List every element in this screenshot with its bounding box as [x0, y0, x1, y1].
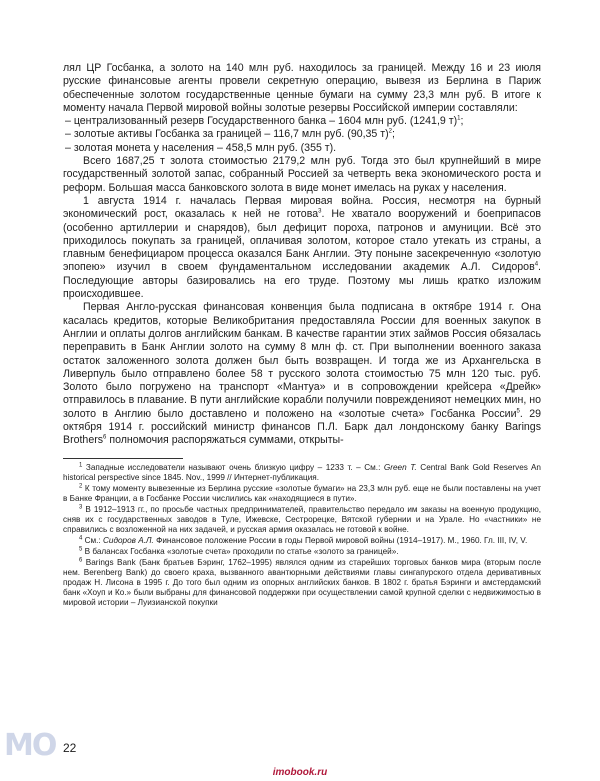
site-link[interactable]: imobook.ru — [272, 767, 328, 778]
paragraph: 1 августа 1914 г. началась Первая мировая война. Россия, несмотря на бурный экономический рост, оказалась к ней не готова$^3$. Не хватало вооружений и боеприпасов (особенно артиллерии и снарядов), был дефицит пороха, патронов и амуниции. Всё это приходилось покупать за границей, оплачивая золотом, которое стало утекать из страны, а главным бенефициаром процесса оказался Банк Англии. Эту поныне засекреченную «золотую эпопею» изучил в своем фундаментальном исследовании академик А.Л. Сидоров$^4$. Последующие авторы базировались на его труде. Поэтому мы лишь кратко изложим происходившее. — [63, 194, 541, 301]
list-item: – золотая монета у населения – 458,5 млн руб. (355 т). — [65, 141, 337, 154]
publisher-logo: MO — [4, 728, 56, 763]
main-text — [63, 62, 541, 448]
footnote: $^4$ См.: Сидоров А.Л. Финансовое положение России в годы Первой мировой войны (1914–1917). М., 1960. Гл. III, IV, V. — [79, 534, 528, 545]
footnote: $^1$ Западные исследователи называют очень близкую цифру – 1233 т. – См.: Green T. Central Bank Gold Reserves An historical perspective since 1845. Nov., 1999 // Интернет-публикация. — [63, 461, 541, 482]
footnote: $^6$ Barings Bank (Банк братьев Бэринг, 1762–1995) являлся одним из старейших торговых банков мира (вторым после нем. Berenberg Bank) до своего краха, вызванного авантюрными действиями главы сингапурского отдела деривативных продаж Н. Лисона в 1995 г. До того был одним из опорных английских банков. В 1802 г. братья Бэринги и амстердамский банк «Хоуп и Ко.» были выбраны для финансовой поддержки при осуществлении самой крупной сделки с недвижимостью в мировой истории – Луизианской покупки — [63, 556, 541, 607]
page-content — [63, 62, 541, 609]
footnote-divider — [63, 458, 183, 459]
paragraph: Первая Англо-русская финансовая конвенция была подписана в октябре 1914 г. Она касалась кредитов, которые Великобритания предоставляла России для военных закупок в Англии и оплаты долгов английским банкам. В качестве гарантии этих займов Россия обязалась переправить в Банк Англии золото на сумму 8 млн ф. ст. При выполнении военного заказа остаток заложенного золота должен был быть возвращен. И тогда же из Архангельска в Ливерпуль было отправлено более 58 т русского золота стоимостью 75 млн 120 тыс. руб. Золото было погружено на транспорт «Мантуа» и в сопровождении крейсера «Дрейк» отправилось в плавание. В пути английские корабли получили поврежденияот немецких мин, но золото в Англию было доставлено и положено на «золотые счета» Госбанка России$^5$. 29 октября 1914 г. российский министр финансов П.Л. Барк дал лондонскому банку Barings Brothers$^6$ полномочия распоряжаться суммами, открыты- — [63, 301, 542, 447]
page-number: 22 — [63, 741, 77, 755]
footnote: $^2$ К тому моменту вывезенные из Берлина русские «золотые бумаги» на 23,3 млн руб. еще не были поставлены на учет в Банке Франции, а в Госбанке России числились как «находящиеся в пути». — [63, 482, 541, 503]
paragraph: лял ЦР Госбанка, а золото на 140 млн руб. находилось за границей. Между 16 и 23 июля русские финансовые агенты провели секретную операцию, вывезя из Берлина в Париж обеспеченные золотом государственные ценные бумаги на сумму 23,3 млн руб. В итоге к моменту начала Первой мировой войны золотые резервы Российской империи составляли: — [63, 62, 541, 114]
footnotes — [63, 463, 541, 608]
footnote: $^3$ В 1912–1913 гг., по просьбе частных предпринимателей, правительство передало им заказы на военную продукцию, сняв их с государственных заводов в Туле, Ижевске, Сестрорецке, Вятской губернии и на Урале. Но «частники» не справились с возложенной на них задачей, и русская армия оказалась не готовой к войне. — [63, 503, 541, 534]
list-item: – золотые активы Госбанка за границей – 116,7 млн руб. (90,35 т)$^2$; — [65, 128, 395, 141]
list-item: – централизованный резерв Государственного банка – 1604 млн руб. (1241,9 т)$^1$; — [65, 115, 464, 128]
paragraph: Всего 1687,25 т золота стоимостью 2179,2 млн руб. Тогда это был крупнейший в мире государственный золотой запас, собранный Россией за четверть века экономического роста и реформ. Большая масса банковского золота в виде монет имелась на руках у населения. — [63, 155, 541, 194]
footnote: $^5$ В балансах Госбанка «золотые счета» проходили по статье «золото за границей». — [79, 545, 399, 556]
